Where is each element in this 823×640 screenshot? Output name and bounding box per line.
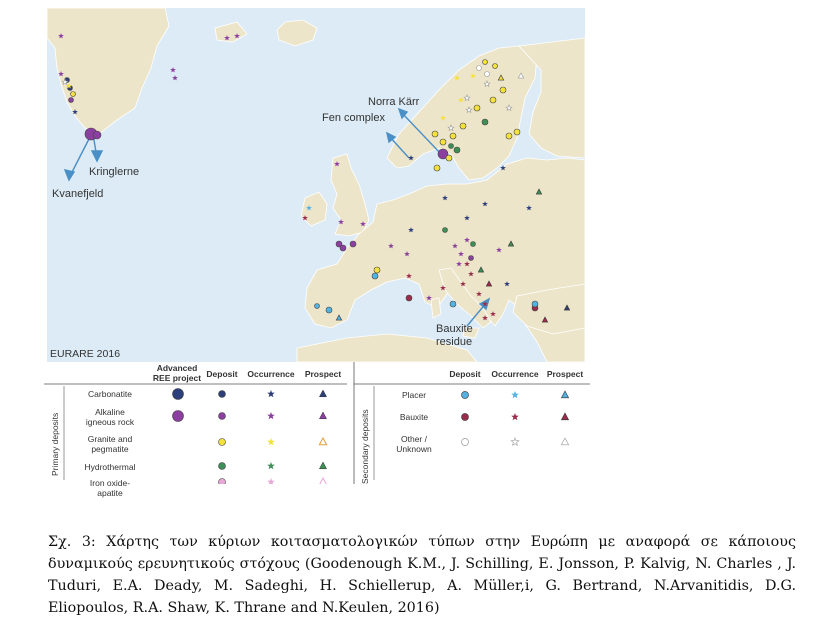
legend-row-placer: Placer (401, 390, 427, 400)
legend-sec-deposit-symbol (462, 392, 469, 399)
deposit-marker (454, 147, 460, 153)
legend-row-alkaline: Alkaline igneous rock (85, 407, 135, 427)
map-watermark: EURARE 2016 (50, 348, 121, 360)
deposit-marker (372, 273, 378, 279)
legend-advanced-project-symbol (173, 389, 184, 400)
legend-occurrence-symbol (267, 462, 275, 469)
legend-primary-label: Primary deposits (50, 412, 60, 476)
deposit-marker (440, 139, 446, 145)
legend-sec-occurrence-symbol (511, 438, 519, 445)
deposit-marker (450, 133, 456, 139)
legend-row-carbonatite: Carbonatite (88, 389, 132, 399)
legend-prospect-symbol (319, 390, 326, 397)
legend-sec-prospect-symbol (561, 391, 568, 398)
map-legend (44, 362, 590, 498)
callout-fen-complex: Fen complex (322, 112, 385, 124)
legend-deposit-symbol (219, 479, 226, 485)
deposit-marker (432, 131, 438, 137)
legend-row-iron-oxide: Iron oxide- apatite (89, 478, 131, 498)
sardinia (431, 298, 441, 318)
legend-occurrence-symbol (267, 438, 275, 445)
legend-row-bauxite: Bauxite (399, 412, 429, 422)
callout-bauxite-residue: Bauxite residue (436, 323, 473, 348)
deposit-marker (506, 133, 512, 139)
deposit-marker (406, 295, 412, 301)
legend-sec-occurrence-symbol (511, 413, 519, 420)
legend-deposit-symbol (219, 463, 226, 470)
deposit-marker (485, 72, 490, 77)
legend-header-sec-occurrence: Occurrence (491, 369, 539, 379)
callout-norra-karr: Norra Kärr (368, 96, 420, 108)
deposit-marker (443, 228, 448, 233)
deposit-marker (474, 105, 480, 111)
legend-occurrence-symbol (267, 412, 275, 419)
legend-secondary-label: Secondary deposits (360, 409, 370, 484)
deposit-marker (490, 97, 496, 103)
europe-map (47, 8, 585, 362)
deposit-marker (446, 155, 452, 161)
legend-deposit-symbol (219, 413, 226, 420)
legend-row-other: Other / Unknown (396, 434, 432, 454)
deposit-marker (483, 60, 488, 65)
legend-header-advanced: Advanced REE project (152, 363, 202, 383)
deposit-marker (469, 256, 474, 261)
deposit-marker (350, 241, 356, 247)
figure-caption: Σχ. 3: Χάρτης των κύριων κοιτασματολογικών τύπων στην Ευρώπη με αναφορά σε κάποιους δυναμικούς ερευνητικούς στόχους (Goodenough K.M., J. Schilling, E. Jonsson, P. Kalvig, N. Charles , J. Tuduri, E.A. Deady, M. Sadeghi, H. Schiellerup, A. Müller,i, G. Bertrand, N.Arvanitidis, D.G. Eliopoulos, R.A. Shaw, K. Thrane and N.Keulen, 2016) (48, 534, 796, 616)
legend-advanced-project-symbol (173, 411, 184, 422)
deposit-marker (71, 92, 76, 97)
legend-row-granite: Granite and pegmatite (87, 434, 133, 454)
legend-occurrence-symbol (267, 390, 275, 397)
deposit-marker (460, 123, 466, 129)
deposit-marker (477, 66, 482, 71)
deposit-marker (482, 119, 488, 125)
deposit-marker (374, 267, 380, 273)
legend-header-sec-deposit: Deposit (449, 369, 481, 379)
legend-row-hydrothermal: Hydrothermal (84, 462, 136, 472)
map-panel (47, 8, 585, 362)
deposit-marker (514, 129, 520, 135)
deposit-marker (315, 304, 320, 309)
legend-occurrence-symbol (267, 478, 275, 484)
legend-header-occurrence: Occurrence (247, 369, 295, 379)
legend-header-deposit: Deposit (206, 369, 238, 379)
legend-sec-deposit-symbol (462, 439, 469, 446)
legend-deposit-symbol (219, 439, 226, 446)
deposit-marker (93, 131, 101, 139)
legend-sec-prospect-symbol (561, 438, 568, 445)
legend-prospect-symbol (319, 412, 326, 419)
legend-header-sec-prospect: Prospect (546, 369, 584, 379)
legend-sec-occurrence-symbol (511, 391, 519, 398)
deposit-marker (340, 245, 346, 251)
deposit-marker (449, 144, 454, 149)
callout-kringlerne: Kringlerne (89, 166, 140, 178)
legend-sec-prospect-symbol (561, 413, 568, 420)
deposit-marker (69, 98, 74, 103)
legend-prospect-symbol (319, 478, 326, 484)
deposit-marker (493, 64, 498, 69)
legend-prospect-symbol (319, 462, 326, 469)
deposit-marker (532, 301, 538, 307)
callout-kvanefjeld: Kvanefjeld (52, 188, 104, 200)
legend-header-prospect: Prospect (304, 369, 342, 379)
deposit-marker (434, 165, 440, 171)
deposit-marker (471, 242, 476, 247)
deposit-marker (326, 307, 332, 313)
legend-sec-deposit-symbol (462, 414, 469, 421)
legend-prospect-symbol (319, 438, 326, 445)
deposit-marker (500, 87, 506, 93)
deposit-marker (450, 301, 456, 307)
legend-deposit-symbol (219, 391, 226, 398)
